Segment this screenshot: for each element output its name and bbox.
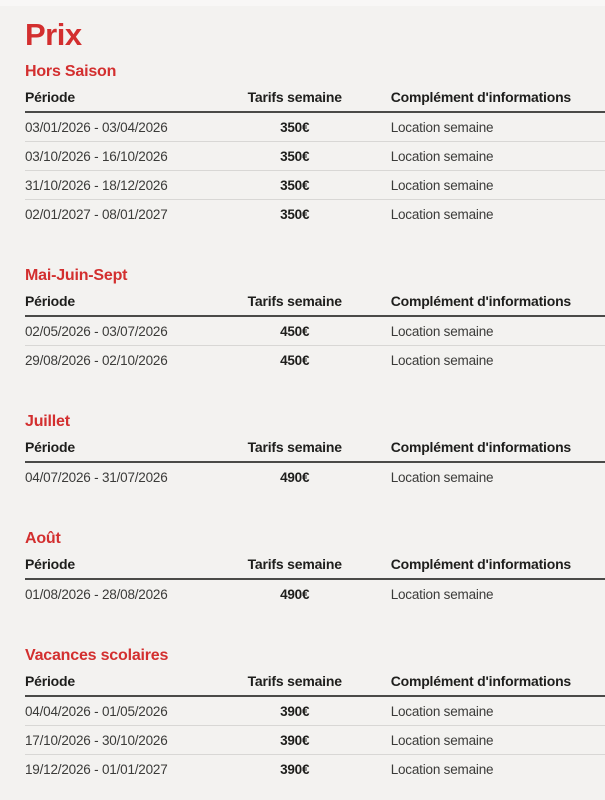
section-title: Août bbox=[25, 530, 61, 547]
column-header-tarifs: Tarifs semaine bbox=[237, 294, 353, 316]
pricing-table bbox=[25, 440, 605, 491]
table-header-row bbox=[25, 557, 605, 579]
section-aout bbox=[25, 529, 605, 608]
tarif-cell: 350€ bbox=[237, 112, 353, 142]
table-header-row bbox=[25, 674, 605, 696]
page-title: Prix bbox=[25, 17, 82, 52]
periode-cell: 31/10/2026 - 18/12/2026 bbox=[25, 171, 237, 200]
table-row bbox=[25, 726, 605, 755]
section-title: Juillet bbox=[25, 413, 70, 430]
tarif-cell: 490€ bbox=[280, 587, 310, 602]
table-row bbox=[25, 462, 605, 491]
page-top-strip bbox=[0, 0, 605, 6]
complement-cell: Location semaine bbox=[390, 762, 494, 777]
column-header-complement: Complément d'informations bbox=[353, 90, 605, 112]
column-header-tarifs: Tarifs semaine bbox=[237, 557, 353, 579]
table-row bbox=[25, 200, 605, 229]
table-header-row bbox=[25, 294, 605, 316]
column-header-complement: Complément d'informations bbox=[353, 440, 605, 462]
tarif-cell: 350€ bbox=[237, 171, 353, 200]
column-header-tarifs: Tarifs semaine bbox=[237, 90, 353, 112]
section-title: Mai-Juin-Sept bbox=[25, 267, 128, 284]
complement-cell: Location semaine bbox=[390, 587, 494, 602]
tarif-cell: 390€ bbox=[280, 762, 310, 777]
periode-cell: 03/01/2026 - 03/04/2026 bbox=[25, 112, 237, 142]
table-row bbox=[25, 346, 605, 375]
column-header-tarifs: Tarifs semaine bbox=[237, 674, 353, 696]
section-vacances-scolaires bbox=[25, 646, 605, 783]
column-header-tarifs: Tarifs semaine bbox=[237, 440, 353, 462]
section-title: Vacances scolaires bbox=[25, 647, 169, 664]
table-row bbox=[25, 171, 605, 200]
tarif-cell: 350€ bbox=[237, 142, 353, 171]
periode-cell: 29/08/2026 - 02/10/2026 bbox=[25, 353, 168, 368]
column-header-periode: Période bbox=[25, 557, 237, 579]
complement-cell: Location semaine bbox=[353, 316, 605, 346]
periode-cell: 04/04/2026 - 01/05/2026 bbox=[25, 696, 237, 726]
complement-cell: Location semaine bbox=[353, 171, 605, 200]
column-header-periode: Période bbox=[25, 294, 237, 316]
complement-cell: Location semaine bbox=[390, 470, 494, 485]
complement-cell: Location semaine bbox=[390, 353, 494, 368]
periode-cell: 17/10/2026 - 30/10/2026 bbox=[25, 726, 237, 755]
table-row bbox=[25, 696, 605, 726]
pricing-page bbox=[0, 18, 605, 783]
table-header-row bbox=[25, 90, 605, 112]
column-header-complement: Complément d'informations bbox=[353, 557, 605, 579]
periode-cell: 03/10/2026 - 16/10/2026 bbox=[25, 142, 237, 171]
section-title: Hors Saison bbox=[25, 63, 117, 80]
pricing-table bbox=[25, 90, 605, 228]
tarif-cell: 490€ bbox=[280, 470, 310, 485]
section-juillet bbox=[25, 412, 605, 491]
column-header-periode: Période bbox=[25, 674, 237, 696]
complement-cell: Location semaine bbox=[390, 207, 494, 222]
pricing-table bbox=[25, 294, 605, 374]
column-header-periode: Période bbox=[25, 90, 237, 112]
tarif-cell: 390€ bbox=[237, 726, 353, 755]
periode-cell: 02/05/2026 - 03/07/2026 bbox=[25, 316, 237, 346]
table-row bbox=[25, 316, 605, 346]
complement-cell: Location semaine bbox=[353, 726, 605, 755]
periode-cell: 01/08/2026 - 28/08/2026 bbox=[25, 587, 168, 602]
section-mai-juin-sept bbox=[25, 266, 605, 374]
complement-cell: Location semaine bbox=[353, 696, 605, 726]
tarif-cell: 450€ bbox=[280, 353, 310, 368]
table-header-row bbox=[25, 440, 605, 462]
table-row bbox=[25, 112, 605, 142]
tarif-cell: 390€ bbox=[237, 696, 353, 726]
column-header-periode: Période bbox=[25, 440, 237, 462]
pricing-table bbox=[25, 674, 605, 783]
complement-cell: Location semaine bbox=[353, 142, 605, 171]
periode-cell: 04/07/2026 - 31/07/2026 bbox=[25, 470, 168, 485]
section-hors-saison bbox=[25, 62, 605, 228]
table-row bbox=[25, 579, 605, 608]
column-header-complement: Complément d'informations bbox=[353, 294, 605, 316]
complement-cell: Location semaine bbox=[353, 112, 605, 142]
periode-cell: 02/01/2027 - 08/01/2027 bbox=[25, 207, 168, 222]
column-header-complement: Complément d'informations bbox=[353, 674, 605, 696]
table-row bbox=[25, 755, 605, 784]
periode-cell: 19/12/2026 - 01/01/2027 bbox=[25, 762, 168, 777]
tarif-cell: 350€ bbox=[280, 207, 310, 222]
tarif-cell: 450€ bbox=[237, 316, 353, 346]
pricing-table bbox=[25, 557, 605, 608]
table-row bbox=[25, 142, 605, 171]
